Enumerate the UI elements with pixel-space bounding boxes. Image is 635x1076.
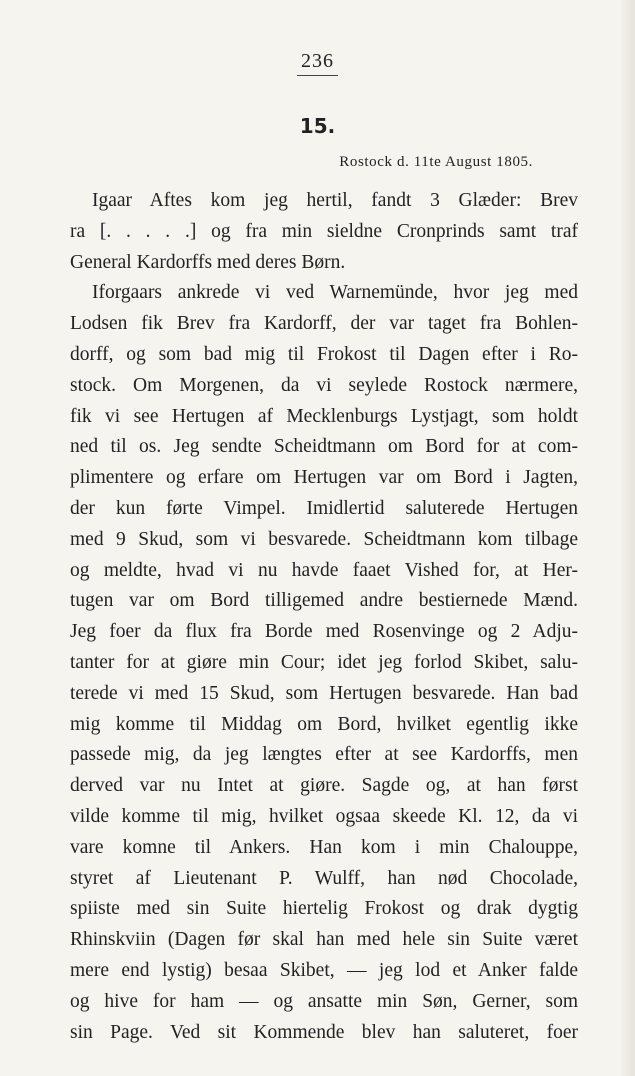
text-line: der kun førte Vimpel. Imidlertid saluterede Hertugen [70,497,578,519]
dateline: Rostock d. 11te August 1805. [339,154,533,170]
text-line: stock. Om Morgenen, da vi seylede Rostock nærmere, [70,374,578,396]
text-line: spiiste med sin Suite hiertelig Frokost og drak dygtig [70,898,578,920]
text-line: Jeg foer da flux fra Borde med Rosenvinge og 2 Adju- [70,621,578,643]
text-line: tanter for at giøre min Cour; idet jeg forlod Skibet, salu- [70,651,578,673]
text-line: dorff, og som bad mig til Frokost til Dagen efter i Ro- [70,343,578,365]
text-line: vilde komme til mig, hvilket ogsaa skeede Kl. 12, da vi [70,805,578,827]
text-line: General Kardorffs med deres Børn. [70,251,346,273]
text-line: tugen var om Bord tilligemed andre bestiernede Mænd. [70,590,578,612]
letter-body [70,186,578,1048]
text-line: Iforgaars ankrede vi ved Warnemünde, hvor jeg med [92,282,578,304]
text-line: styret af Lieutenant P. Wulff, han nød Chocolade, [70,867,578,889]
text-line: terede vi med 15 Skud, som Hertugen besvarede. Han bad [70,682,578,704]
text-line: plimentere og erfare om Hertugen var om Bord i Jagten, [70,467,578,489]
text-line: vare komne til Ankers. Han kom i min Chalouppe, [70,836,578,858]
text-line: med 9 Skud, som vi besvarede. Scheidtmann kom tilbage [70,528,578,550]
text-line: ra [. . . . .] og fra min sieldne Cronprinds samt traf [70,220,578,242]
text-line: ned til os. Jeg sendte Scheidtmann om Bord for at com- [70,436,578,458]
letter-number: 15. [299,114,336,138]
text-line: mere end lystig) besaa Skibet, — jeg lod et Anker falde [70,959,578,981]
text-line: derved var nu Intet at giøre. Sagde og, at han først [70,775,578,797]
text-line: Lodsen fik Brev fra Kardorff, der var taget fra Bohlen- [70,313,578,335]
page-number [0,50,635,76]
page-number-text: 236 [297,50,338,76]
text-line: Rhinskviin (Dagen før skal han med hele sin Suite været [70,929,578,951]
text-line: sin Page. Ved sit Kommende blev han saluteret, foer [70,1021,578,1043]
text-line: og hive for ham — og ansatte min Søn, Gerner, som [70,990,578,1012]
text-line: mig komme til Middag om Bord, hvilket egentlig ikke [70,713,578,735]
text-line: Igaar Aftes kom jeg hertil, fandt 3 Glæder: Brev [92,190,578,211]
page-edge [621,0,635,1076]
text-line: fik vi see Hertugen af Mecklenburgs Lystjagt, som holdt [70,405,578,427]
text-line: og meldte, hvad vi nu havde faaet Vished for, at Her- [70,559,578,581]
text-line: passede mig, da jeg længtes efter at see Kardorffs, men [70,744,578,766]
